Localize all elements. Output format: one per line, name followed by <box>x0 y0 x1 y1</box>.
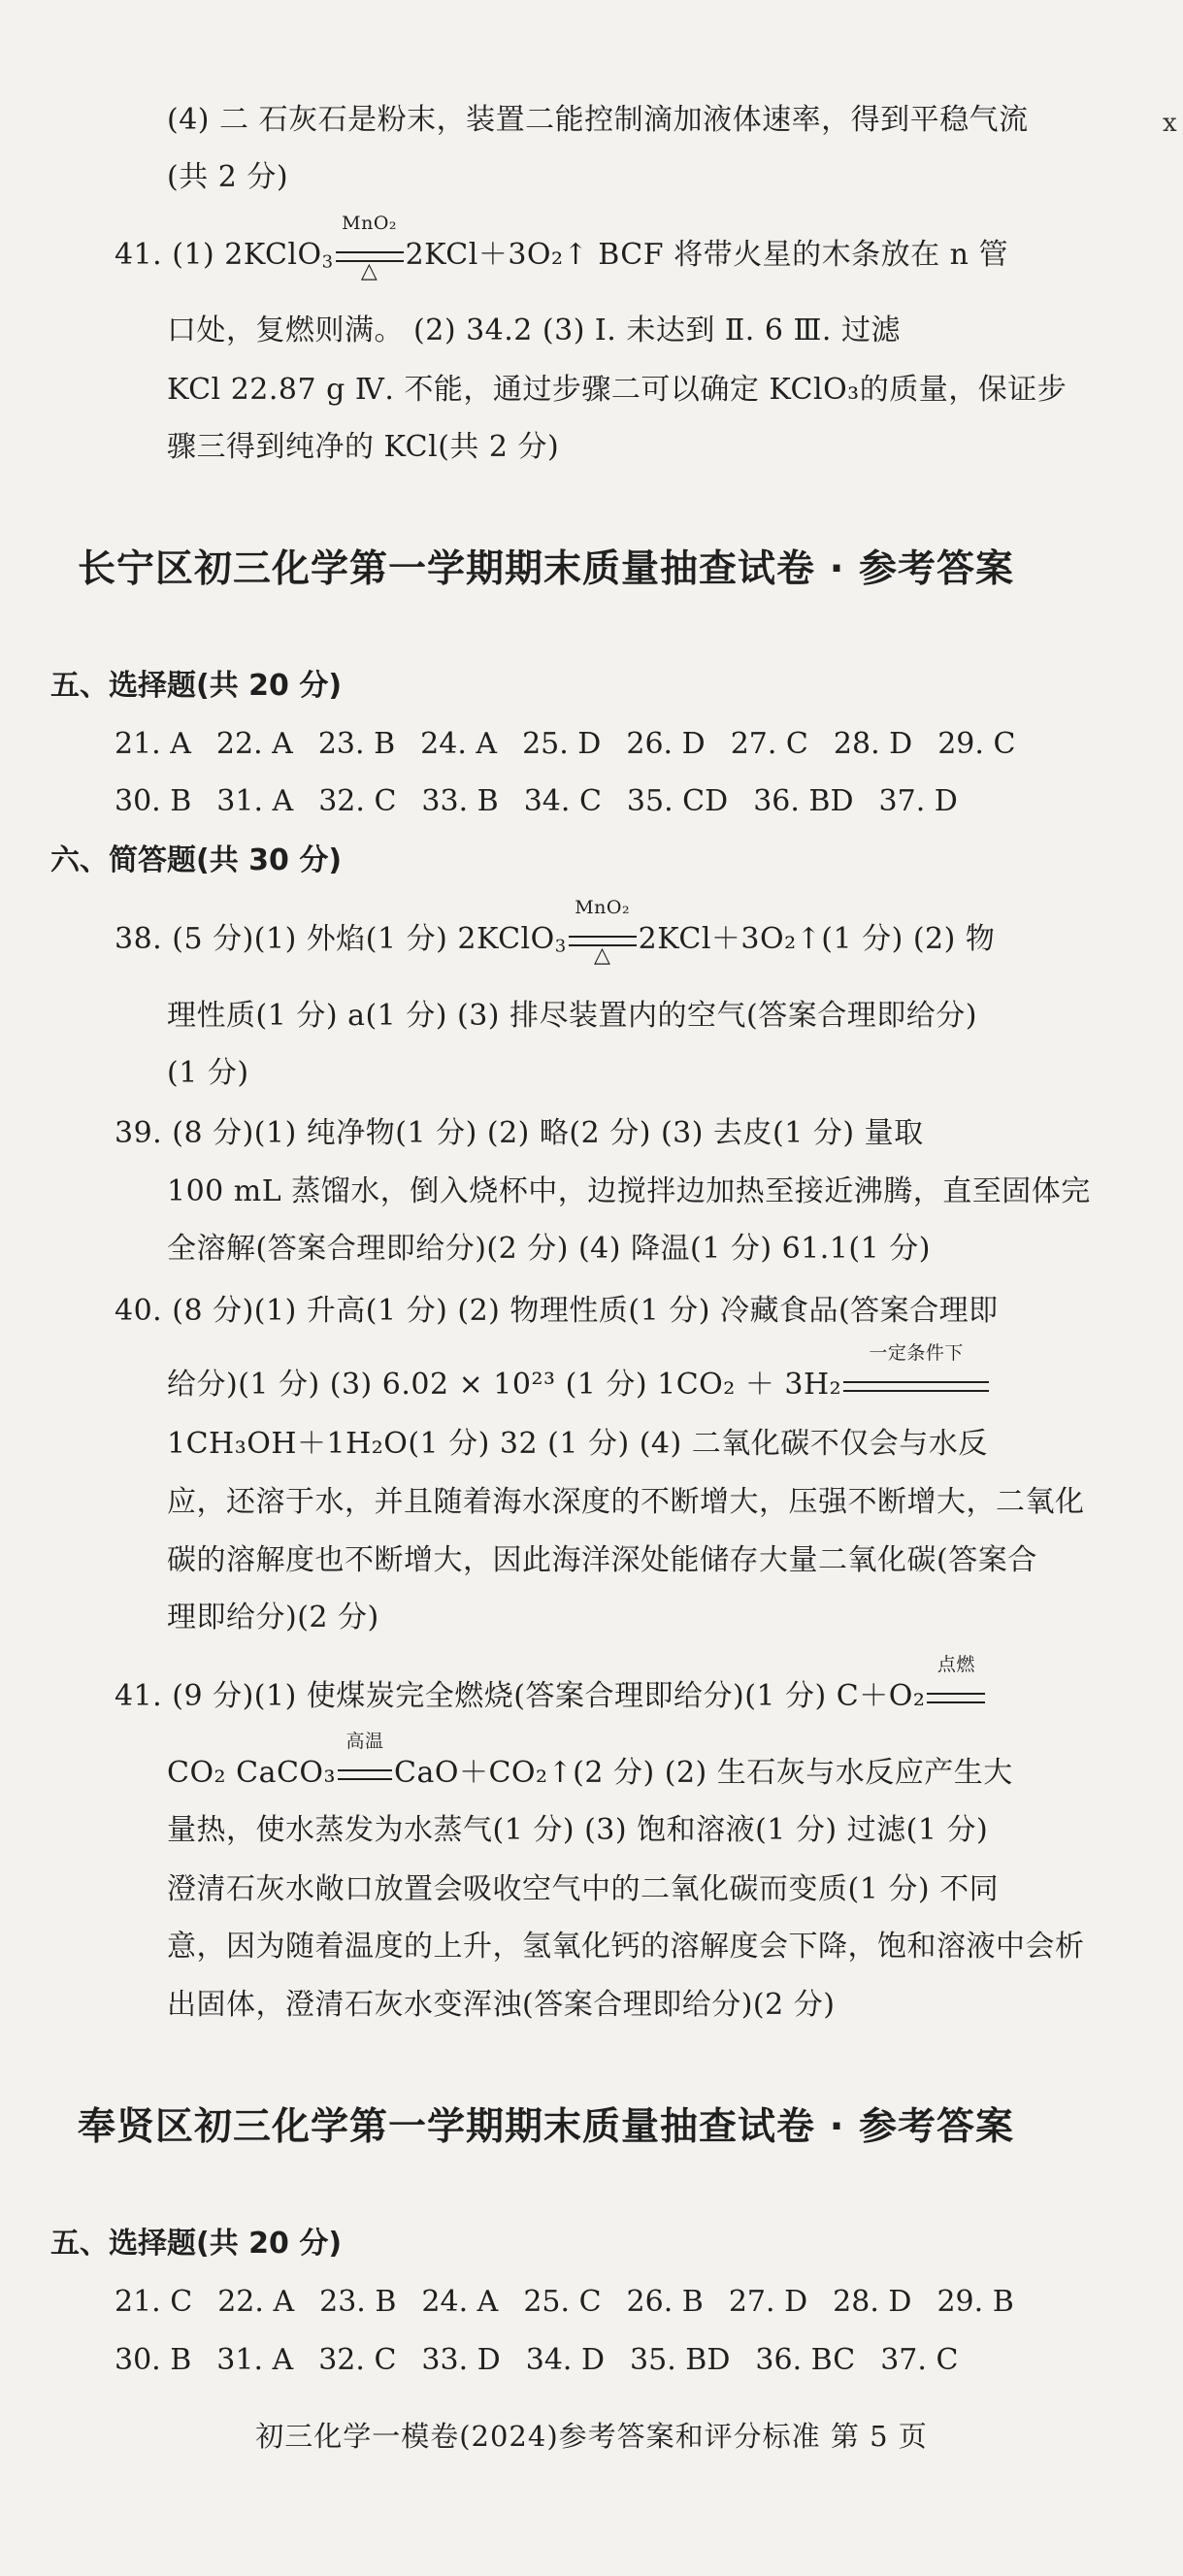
q41-line4: 骤三得到纯净的 KCl(共 2 分) <box>167 430 560 464</box>
q41b-line2-a: CO₂ CaCO₃ <box>167 1756 337 1790</box>
page-footer: 初三化学一模卷(2024)参考答案和评分标准 第 5 页 <box>255 2420 928 2453</box>
choice-item: 27. C <box>730 727 808 761</box>
choice-item: 26. D <box>626 727 706 761</box>
q41b-line4: 澄清石灰水敞口放置会吸收空气中的二氧化碳而变质(1 分) 不同 <box>167 1872 1000 1906</box>
changning-choices-row1 <box>115 725 1040 764</box>
fengxian-section5: 五、选择题(共 20 分) <box>50 2227 343 2261</box>
q38-line1: 38. (5 分)(1) 外焰(1 分) 2KClO$_3$ MnO₂ △ 2KCl＋3O₂↑(1 分) (2) 物 <box>115 897 996 968</box>
q40-line2 <box>167 1342 991 1404</box>
choice-item: 34. C <box>523 784 602 818</box>
choice-item: 30. B <box>115 2343 192 2377</box>
choice-item: 28. D <box>833 727 913 761</box>
choice-item: 36. BD <box>753 784 854 818</box>
q38-prefix: 38. (5 分)(1) 外焰(1 分) 2KClO <box>115 922 555 956</box>
q38-line3: (1 分) <box>167 1056 249 1090</box>
choice-item: 34. D <box>525 2343 606 2377</box>
q40-line4: 应，还溶于水，并且随着海水深度的不断增大，压强不断增大，二氧化 <box>167 1485 1085 1519</box>
q41-line3: KCl 22.87 g Ⅳ. 不能，通过步骤二可以确定 KClO₃的质量，保证步 <box>167 373 1068 407</box>
choice-item: 21. A <box>115 727 191 761</box>
q41b-high-temp-condition <box>338 1731 392 1793</box>
q41b-line5: 意，因为随着温度的上升，氢氧化钙的溶解度会下降，饱和溶液中会析 <box>167 1930 1085 1964</box>
choice-item: 35. CD <box>626 784 729 818</box>
choice-item: 33. D <box>421 2343 501 2377</box>
choice-item: 36. BC <box>755 2343 856 2377</box>
choice-item: 32. C <box>318 2343 397 2377</box>
q41b-line2-b: CaO＋CO₂↑(2 分) (2) 生石灰与水反应产生大 <box>394 1756 1013 1790</box>
choice-item: 28. D <box>833 2285 912 2319</box>
choice-item: 37. D <box>878 784 958 818</box>
q40-line3: 1CH₃OH＋1H₂O(1 分) 32 (1 分) (4) 二氧化碳不仅会与水反 <box>167 1427 988 1461</box>
choice-item: 27. D <box>728 2285 808 2319</box>
condition-label: 高温 <box>345 1731 384 1752</box>
choice-item: 30. B <box>115 784 192 818</box>
choice-item: 24. A <box>421 2285 499 2319</box>
fengxian-title: 奉贤区初三化学第一学期期末质量抽查试卷 · 参考答案 <box>78 2105 1014 2149</box>
choice-item: 23. B <box>319 2285 397 2319</box>
q40-part4-line1: (4) 二 石灰石是粉末，装置二能控制滴加液体速率，得到平稳气流 <box>167 103 1029 137</box>
q39-line2: 100 mL 蒸馏水，倒入烧杯中，边搅拌边加热至接近沸腾，直至固体完 <box>167 1174 1091 1208</box>
choice-item: 29. B <box>937 2285 1014 2319</box>
catalyst-label: MnO₂ <box>342 213 398 234</box>
q41-reaction-condition <box>336 213 404 283</box>
q41b-line3: 量热，使水蒸发为水蒸气(1 分) (3) 饱和溶液(1 分) 过滤(1 分) <box>167 1813 989 1847</box>
q41-line2: 口处，复燃则满。 (2) 34.2 (3) Ⅰ. 未达到 Ⅱ. 6 Ⅲ. 过滤 <box>167 314 901 347</box>
choice-item: 23. B <box>317 727 396 761</box>
changning-section6: 六、简答题(共 30 分) <box>50 843 343 877</box>
fengxian-choices-row1 <box>115 2283 1039 2322</box>
edge-mark: x <box>1163 109 1177 138</box>
q41b-line6: 出固体，澄清石灰水变浑浊(答案合理即给分)(2 分) <box>167 1988 836 2022</box>
choice-item: 31. A <box>216 784 294 818</box>
catalyst-label: MnO₂ <box>575 897 631 918</box>
q39-line1: 39. (8 分)(1) 纯净物(1 分) (2) 略(2 分) (3) 去皮(1 分) 量取 <box>115 1116 924 1150</box>
changning-section5: 五、选择题(共 20 分) <box>50 669 343 703</box>
q40-reaction-condition <box>843 1342 989 1404</box>
q40-line6: 理即给分)(2 分) <box>167 1601 379 1635</box>
choice-item: 25. C <box>523 2285 602 2319</box>
choice-item: 31. A <box>216 2343 294 2377</box>
choice-item: 29. C <box>937 727 1016 761</box>
q40-line5: 碳的溶解度也不断增大，因此海洋深处能储存大量二氧化碳(答案合 <box>167 1543 1037 1577</box>
choice-item: 24. A <box>420 727 498 761</box>
choice-item: 33. B <box>421 784 499 818</box>
heat-symbol: △ <box>593 943 611 968</box>
condition-label: 点燃 <box>937 1654 975 1675</box>
q41-line1: 41. (1) 2KClO$_3$ MnO₂ △ 2KCl＋3O₂↑ BCF 将带火星的木条放在 n 管 <box>115 213 1009 283</box>
q38-line2: 理性质(1 分) a(1 分) (3) 排尽装置内的空气(答案合理即给分) <box>167 999 977 1033</box>
choice-item: 37. C <box>880 2343 959 2377</box>
choice-item: 26. B <box>626 2285 704 2319</box>
choice-item: 21. C <box>115 2285 193 2319</box>
q41b-ignite-condition <box>927 1654 985 1716</box>
fengxian-choices-row2 <box>115 2341 983 2380</box>
q40-line1: 40. (8 分)(1) 升高(1 分) (2) 物理性质(1 分) 冷藏食品(答案合理即 <box>115 1294 999 1328</box>
choice-item: 35. BD <box>630 2343 731 2377</box>
q38-after-eq: 2KCl＋3O₂↑(1 分) (2) 物 <box>638 922 996 956</box>
q39-line3: 全溶解(答案合理即给分)(2 分) (4) 降温(1 分) 61.1(1 分) <box>167 1232 931 1266</box>
q38-reaction-condition <box>569 897 637 968</box>
choice-item: 22. A <box>215 727 293 761</box>
changning-choices-row2 <box>115 782 983 821</box>
heat-symbol: △ <box>360 259 378 283</box>
q41-after-eq: 2KCl＋3O₂↑ BCF 将带火星的木条放在 n 管 <box>405 238 1009 272</box>
choice-item: 32. C <box>318 784 397 818</box>
choice-item: 22. A <box>217 2285 295 2319</box>
q41b-line2 <box>167 1731 1013 1793</box>
q41b-line1-text: 41. (9 分)(1) 使煤炭完全燃烧(答案合理即给分)(1 分) C＋O₂ <box>115 1679 926 1713</box>
q40-part4-line2: (共 2 分) <box>167 160 289 194</box>
q40-line2-text: 给分)(1 分) (3) 6.02 × 10²³ (1 分) 1CO₂ ＋ 3H₂ <box>167 1368 842 1402</box>
q41-prefix: 41. (1) 2KClO <box>115 238 322 272</box>
q41b-line1 <box>115 1654 987 1716</box>
condition-label: 一定条件下 <box>869 1342 964 1364</box>
changning-title: 长宁区初三化学第一学期期末质量抽查试卷 · 参考答案 <box>78 547 1014 591</box>
choice-item: 25. D <box>522 727 602 761</box>
